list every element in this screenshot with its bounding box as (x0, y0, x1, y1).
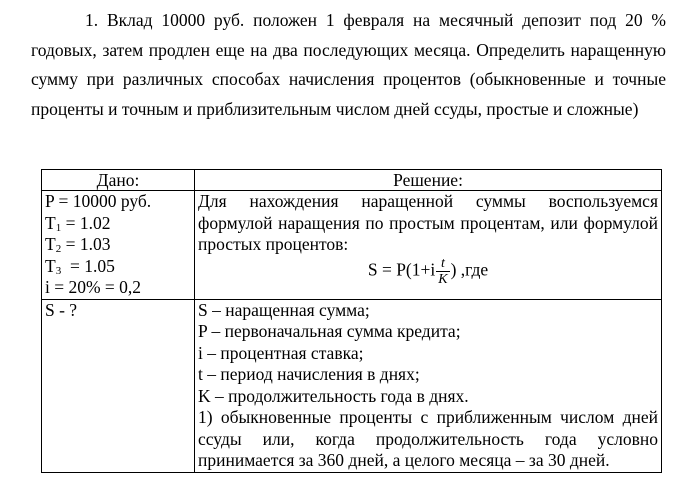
problem-statement (31, 6, 666, 124)
given-i: i = 20% = 0,2 (45, 277, 142, 297)
formula-fraction (436, 256, 449, 287)
given-cell (42, 191, 195, 300)
formula-right: ) ,где (450, 259, 489, 280)
case-1-text: 1) обыкновенные проценты с приближенным числом дней ссуды или, когда продолжительность года условно принимается за 360 дней, а целого месяца – за 30 дней. (198, 407, 658, 470)
def-i: i – процентная ставка; (198, 342, 364, 363)
given-solution-table (41, 169, 662, 473)
find-cell: S - ? (42, 299, 195, 472)
table-row-find (42, 299, 662, 472)
solution-intro: Для нахождения наращенной суммы воспользуемся формулой наращения по простым процентам, или формулой простых процентов: (198, 191, 658, 254)
table-header-row (42, 170, 662, 191)
solution-intro-cell (195, 191, 662, 300)
def-t: t – период начисления в днях; (198, 364, 420, 384)
formula-left: S = P(1+i (367, 259, 436, 280)
given-t3: $T_3 = 1.05$ (45, 255, 115, 277)
def-k: K – продолжительность года в днях. (198, 385, 469, 406)
formula-numerator: t (436, 256, 449, 272)
simple-interest-formula (198, 256, 658, 291)
header-given: Дано: (42, 170, 195, 191)
given-p: P = 10000 руб. (45, 191, 152, 211)
given-t2: $T_2 = 1.03$ (45, 234, 111, 255)
def-p: P – первоначальная сумма кредита; (198, 321, 461, 341)
formula-denominator: K (438, 271, 448, 287)
given-t1: $T_1 = 1.02$ (45, 212, 111, 234)
header-solution: Решение: (195, 170, 662, 191)
problem-text: 1. Вклад 10000 руб. положен 1 февраля на месячный депозит под 20 % годовых, затем продлен еще на два последующих месяца. Определить наращенную сумму при различных способах начисления процентов (обыкновенные и точные проценты и точным и приблизительным числом дней ссуды, простые и сложные) (31, 10, 666, 119)
solution-definitions-cell (195, 299, 662, 472)
table-row-given (42, 191, 662, 300)
def-s: S – наращенная сумма; (198, 299, 370, 320)
